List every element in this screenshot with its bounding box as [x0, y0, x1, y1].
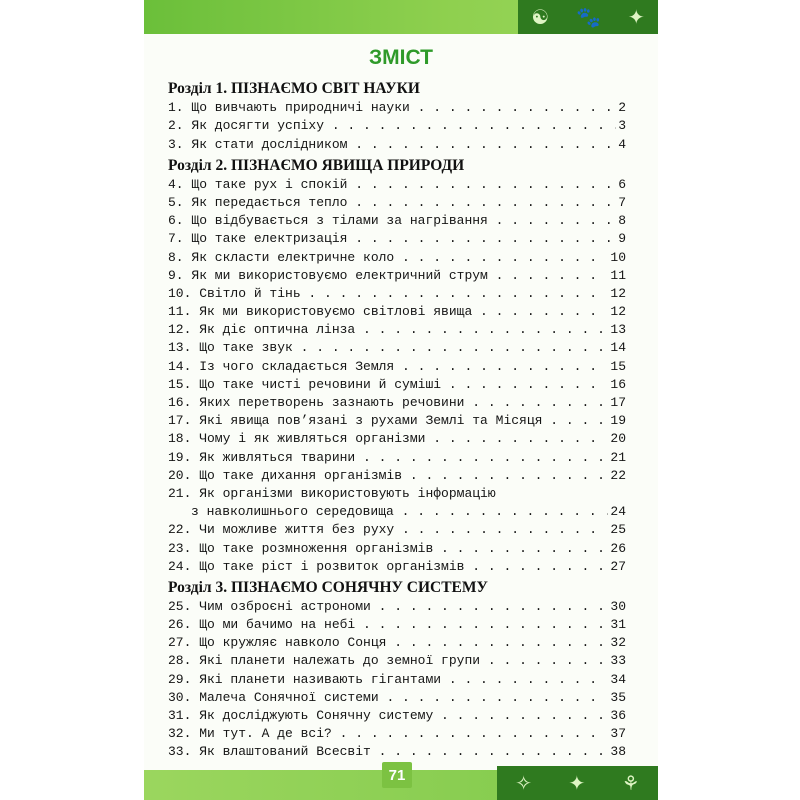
toc-entry-text: 15. Що таке чисті речовини й суміші . . .	[168, 376, 608, 394]
toc-entry-text: 25. Чим озброєні астрономи . . .	[168, 598, 608, 616]
toc-entry-text: 9. Як ми використовуємо електричний струм . . .	[168, 267, 608, 285]
toc-page-number: 12	[610, 285, 626, 301]
toc-entry[interactable]	[168, 135, 626, 153]
toc-entry-text: 22. Чи можливе життя без руху . . .	[168, 521, 608, 539]
toc-entry-text: 27. Що кружляє навколо Сонця . . .	[168, 634, 608, 652]
toc-entry[interactable]	[168, 339, 626, 357]
toc-entry-text: 33. Як влаштований Всесвіт . . .	[168, 743, 608, 761]
toc-page-number: 12	[610, 304, 626, 320]
toc-entry-text: 20. Що таке дихання організмів . . .	[168, 467, 608, 485]
toc-page-number: 24	[610, 504, 626, 520]
toc-entry[interactable]	[168, 616, 626, 634]
toc-entry-text: 16. Яких перетворень зазнають речовини . . .	[168, 394, 608, 412]
toc-page-number: 2	[618, 100, 626, 116]
toc-entry[interactable]	[168, 176, 626, 194]
toc-entry[interactable]	[168, 430, 626, 448]
paw-print-icon: 🐾	[576, 5, 602, 29]
toc-entry-text: 29. Які планети називають гігантами . . .	[168, 671, 608, 689]
toc-entry[interactable]	[168, 376, 626, 394]
toc-page-number: 33	[610, 653, 626, 669]
toc-entry-text: 11. Як ми використовуємо світлові явища . . .	[168, 303, 608, 321]
toc-entry-text: 31. Як досліджують Сонячну систему . . .	[168, 707, 608, 725]
toc-page-number: 9	[618, 231, 626, 247]
toc-entry[interactable]	[168, 670, 626, 688]
toc-entry-text: 21. Як організми використовують інформацію	[168, 485, 496, 501]
toc-entry[interactable]	[168, 503, 626, 521]
toc-entry[interactable]	[168, 194, 626, 212]
toc-page-number: 11	[610, 267, 626, 283]
toc-entry-text: 6. Що відбувається з тілами за нагрівання . . .	[168, 212, 616, 230]
toc-entry[interactable]	[168, 321, 626, 339]
toc-page-number: 27	[610, 558, 626, 574]
section-heading: Розділ 2. ПІЗНАЄМО ЯВИЩА ПРИРОДИ	[168, 156, 465, 174]
sparkle-icon: ✦	[568, 771, 586, 795]
toc-entry-text: 3. Як стати дослідником . . .	[168, 136, 616, 154]
toc-page-number: 32	[610, 635, 626, 651]
toc-entry-text: 23. Що таке розмноження організмів . . .	[168, 540, 608, 558]
toc-page-number: 25	[610, 522, 626, 538]
toc-entry[interactable]	[168, 248, 626, 266]
toc-page-number: 15	[610, 358, 626, 374]
toc-page-number: 17	[610, 395, 626, 410]
sparkle-outline-icon: ✧	[515, 771, 533, 795]
toc-entry[interactable]	[168, 539, 626, 557]
toc-page-number: 34	[610, 671, 626, 687]
toc-page-number: 14	[610, 340, 626, 356]
toc-page-number: 20	[610, 431, 626, 447]
toc-entry[interactable]	[168, 285, 626, 303]
toc-entry-text: 4. Що таке рух і спокій . . .	[168, 176, 616, 194]
yin-yang-icon: ☯	[531, 5, 550, 29]
toc-entry[interactable]	[168, 99, 626, 117]
toc-entry-text: 28. Які планети належать до земної групи . . .	[168, 652, 608, 670]
toc-entry-text: 10. Світло й тінь . . .	[168, 285, 608, 303]
toc-entry-text: 30. Малеча Сонячної системи . . .	[168, 689, 608, 707]
toc-entry-text: 18. Чому і як живляться організми . . .	[168, 430, 608, 448]
toc-entry-text: 13. Що таке звук . . .	[168, 339, 608, 357]
toc-page-number: 6	[618, 176, 626, 192]
toc-entry-text: 5. Як передається тепло . . .	[168, 194, 616, 212]
toc-entry-text: 2. Як досягти успіху . . .	[168, 117, 616, 135]
toc-entry-text: 26. Що ми бачимо на небі . . .	[168, 616, 608, 634]
toc-page-number: 7	[618, 194, 626, 210]
toc-page-number: 26	[610, 540, 626, 556]
toc-entry[interactable]	[168, 267, 626, 285]
toc-entry[interactable]	[168, 521, 626, 539]
toc-entry[interactable]	[168, 558, 626, 576]
toc-page-number: 35	[610, 689, 626, 705]
toc-page-number: 19	[610, 413, 626, 429]
toc-entry[interactable]	[168, 303, 626, 321]
toc-entry-text: 24. Що таке ріст і розвиток організмів . . .	[168, 558, 608, 576]
toc-page-number: 3	[618, 118, 626, 134]
section-heading: Розділ 3. ПІЗНАЄМО СОНЯЧНУ СИСТЕМУ	[168, 578, 488, 596]
toc-page-number: 21	[610, 449, 626, 465]
toc-entry-text: 8. Як скласти електричне коло . . .	[168, 249, 608, 267]
toc-page-number: 10	[610, 249, 626, 265]
toc-entry[interactable]	[168, 743, 626, 761]
page-title: ЗМІСТ	[369, 46, 433, 69]
toc-entry[interactable]	[168, 689, 626, 707]
toc-entry-text: 1. Що вивчають природничі науки . . .	[168, 99, 616, 117]
toc-entry[interactable]	[168, 652, 626, 670]
toc-page-number: 37	[610, 726, 626, 742]
toc-entry[interactable]	[168, 212, 626, 230]
toc-page-number: 36	[610, 708, 626, 723]
header-ornament	[518, 0, 658, 34]
toc-entry-text: 17. Які явища пов’язані з рухами Землі та Місяця . . .	[168, 412, 608, 430]
toc-entry-text: 19. Як живляться тварини . . .	[168, 449, 608, 467]
toc-entry-text: 12. Як діє оптична лінза . . .	[168, 321, 608, 339]
toc-page-number: 22	[610, 467, 626, 483]
toc-entry[interactable]	[168, 412, 626, 430]
toc-entry[interactable]	[168, 707, 626, 725]
sprout-icon: ⚘	[621, 771, 640, 795]
toc-entry-text: 14. Із чого складається Земля . . .	[168, 358, 608, 376]
toc-entry-text: 32. Ми тут. А де всі? . . .	[168, 725, 608, 743]
toc-entry[interactable]	[168, 230, 626, 248]
toc-entry[interactable]	[168, 634, 626, 652]
section-heading: Розділ 1. ПІЗНАЄМО СВІТ НАУКИ	[168, 80, 420, 97]
toc-entry[interactable]	[168, 394, 626, 412]
toc-entry[interactable]	[168, 725, 626, 743]
toc-entry-text: 7. Що таке електризація . . .	[168, 230, 616, 248]
toc-page-number: 13	[610, 322, 626, 338]
toc-entry[interactable]	[168, 467, 626, 485]
sparkle-icon: ✦	[627, 5, 645, 29]
toc-page-number: 16	[610, 376, 626, 392]
toc-page-number: 31	[610, 617, 626, 633]
toc-page-number: 4	[618, 136, 626, 152]
page-number: 71	[382, 762, 412, 788]
footer-ornament	[497, 766, 658, 800]
toc-entry[interactable]	[168, 598, 626, 616]
toc-page-number: 30	[610, 598, 626, 614]
toc-entry[interactable]	[168, 357, 626, 375]
toc-entry-continuation: з навколишнього середовища . . .	[168, 503, 608, 521]
toc-page-number: 8	[618, 213, 626, 229]
table-of-contents	[168, 78, 626, 761]
toc-page-number: 38	[610, 744, 626, 760]
toc-entry[interactable]	[168, 448, 626, 466]
toc-entry[interactable]	[168, 117, 626, 135]
